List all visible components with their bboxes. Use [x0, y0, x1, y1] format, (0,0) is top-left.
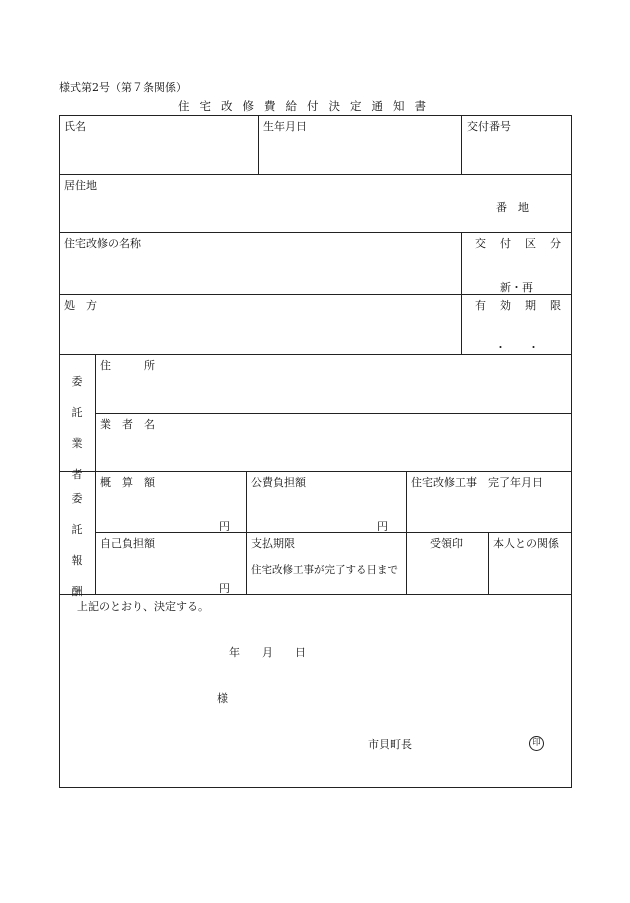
- rule-row3: [59, 294, 572, 295]
- rule-col-birth: [258, 115, 259, 174]
- issue-type-options: 新・再: [500, 281, 533, 294]
- rule-fee-mid: [95, 532, 572, 533]
- contractor-char-4: 者: [71, 468, 83, 481]
- rule-contractor-mid: [95, 413, 572, 414]
- rule-col-group: [95, 354, 96, 594]
- rule-col-fee2: [406, 471, 407, 594]
- rule-col-right: [461, 232, 462, 354]
- prescription-label: 処 方: [64, 299, 97, 312]
- renovation-name-label: 住宅改修の名称: [64, 237, 141, 250]
- fee-char-1: 委: [71, 492, 83, 505]
- fee-char-2: 託: [71, 523, 83, 536]
- relationship-label: 本人との関係: [493, 537, 559, 550]
- page-title: 住宅改修費給付決定通知書: [178, 99, 436, 113]
- fee-char-4: 酬: [71, 585, 83, 598]
- rule-col-fee3: [488, 532, 489, 594]
- rule-row6: [59, 594, 572, 595]
- contractor-name-label: 業 者 名: [100, 418, 155, 431]
- rule-col-number: [461, 115, 462, 174]
- issue-type-label: 交付区分: [475, 237, 575, 250]
- validity-label: 有効期限: [475, 299, 575, 312]
- contractor-char-2: 託: [71, 406, 83, 419]
- date-line: 年 月 日: [229, 646, 306, 659]
- rule-row1: [59, 174, 572, 175]
- decision-statement: 上記のとおり、決定する。: [77, 600, 209, 613]
- rule-col-fee1: [246, 471, 247, 594]
- official-seal-icon: 印: [529, 736, 544, 751]
- public-burden-label: 公費負担額: [251, 476, 306, 489]
- payment-deadline-label: 支払期限: [251, 537, 295, 550]
- payment-deadline-note: 住宅改修工事が完了する日まで: [251, 564, 398, 576]
- rule-row2: [59, 232, 572, 233]
- self-burden-label: 自己負担額: [100, 537, 155, 550]
- contractor-char-1: 委: [71, 375, 83, 388]
- rule-row5: [59, 471, 572, 472]
- public-burden-yen: 円: [377, 520, 388, 533]
- contractor-address-label: 住 所: [100, 359, 155, 372]
- contractor-group-label: [70, 366, 84, 490]
- residence-label: 居住地: [64, 179, 97, 192]
- form-number: 様式第2号（第７条関係）: [59, 81, 187, 94]
- issue-number-label: 交付番号: [467, 120, 511, 133]
- fee-group-label: [70, 483, 84, 607]
- name-label: 氏名: [64, 120, 86, 133]
- estimated-amount-yen: 円: [219, 520, 230, 533]
- completion-date-label: 住宅改修工事 完了年月日: [411, 476, 543, 489]
- form-frame: [59, 115, 572, 788]
- address-suffix: 番 地: [496, 201, 529, 214]
- contractor-char-3: 業: [71, 437, 83, 450]
- mayor-title: 市貝町長: [368, 738, 412, 751]
- fee-char-3: 報: [71, 554, 83, 567]
- validity-dots: ・ ・: [495, 341, 539, 354]
- receipt-seal-label: 受領印: [430, 537, 463, 550]
- estimated-amount-label: 概 算 額: [100, 476, 155, 489]
- birthdate-label: 生年月日: [263, 120, 307, 133]
- recipient-suffix: 様: [217, 692, 228, 705]
- self-burden-yen: 円: [219, 582, 230, 595]
